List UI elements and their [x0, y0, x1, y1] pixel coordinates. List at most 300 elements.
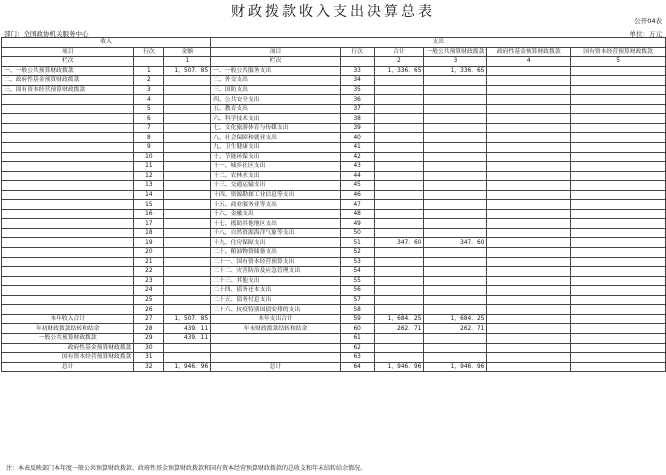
expense-line-cell: 52	[340, 248, 374, 258]
expense-line-cell: 45	[340, 181, 374, 191]
income-item-cell	[2, 143, 134, 153]
income-section-header: 收入	[2, 38, 211, 48]
expense-total-cell	[374, 171, 424, 181]
income-line-cell: 8	[134, 133, 164, 143]
expense-general-cell	[424, 219, 487, 229]
expense-item-cell: 十七、援助其他地区支出	[211, 219, 341, 229]
expense-line-cell: 37	[340, 104, 374, 114]
table-row	[2, 66, 666, 76]
expense-item-cell: 五、教育支出	[211, 104, 341, 114]
expense-line-cell: 63	[340, 353, 374, 363]
expense-fund-cell	[487, 257, 571, 267]
income-amount-cell	[164, 238, 211, 248]
table-row	[2, 143, 666, 153]
expense-general-cell	[424, 162, 487, 172]
income-item-cell	[2, 286, 134, 296]
income-amount-cell	[164, 257, 211, 267]
income-line-cell: 31	[134, 353, 164, 363]
unit-label: 单位：万元	[629, 30, 662, 38]
income-item-cell	[2, 257, 134, 267]
expense-total-cell	[374, 286, 424, 296]
expense-item-cell: 十三、交通运输支出	[211, 181, 341, 191]
income-line-cell: 29	[134, 333, 164, 343]
income-item-cell	[2, 295, 134, 305]
form-number: 公开04表	[634, 17, 662, 25]
expense-fund-cell	[487, 353, 571, 363]
income-amount-cell	[164, 95, 211, 105]
expense-item-cell: 六、科学技术支出	[211, 114, 341, 124]
expense-line-cell: 36	[340, 95, 374, 105]
table-row	[2, 190, 666, 200]
expense-state-cell	[571, 324, 666, 334]
expense-general-cell	[424, 123, 487, 133]
expense-fund-cell	[487, 162, 571, 172]
table-row	[2, 295, 666, 305]
income-line-cell: 24	[134, 286, 164, 296]
expense-general-cell	[424, 95, 487, 105]
expense-total-cell	[374, 295, 424, 305]
expense-total-cell	[374, 200, 424, 210]
income-item-cell: 总计	[2, 362, 134, 372]
income-amount-cell	[164, 248, 211, 258]
table-row	[2, 95, 666, 105]
expense-state-cell	[571, 333, 666, 343]
expense-line-cell: 35	[340, 85, 374, 95]
income-line-cell: 6	[134, 114, 164, 124]
expense-state-cell	[571, 104, 666, 114]
expense-total-cell	[374, 209, 424, 219]
expense-general-cell: 1，684．25	[424, 314, 487, 324]
expense-total-cell	[374, 333, 424, 343]
income-amount-cell	[164, 171, 211, 181]
expense-total-cell	[374, 162, 424, 172]
expense-item-cell: 二十四、债务还本支出	[211, 286, 341, 296]
income-line-cell: 21	[134, 257, 164, 267]
income-line-cell: 10	[134, 152, 164, 162]
expense-state-cell	[571, 133, 666, 143]
expense-line-cell: 64	[340, 362, 374, 372]
budget-table	[1, 37, 666, 372]
income-amount-cell: 1，507．85	[164, 314, 211, 324]
income-line-cell: 18	[134, 228, 164, 238]
income-item-cell	[2, 114, 134, 124]
income-line-cell: 3	[134, 85, 164, 95]
income-item-cell	[2, 133, 134, 143]
expense-total-cell	[374, 343, 424, 353]
income-amount-cell	[164, 295, 211, 305]
expense-line-header: 行次	[340, 47, 374, 57]
table-body	[2, 66, 666, 372]
expense-line-cell: 58	[340, 305, 374, 315]
expense-item-cell: 九、卫生健康支出	[211, 143, 341, 153]
income-amount-cell	[164, 181, 211, 191]
income-amount-cell	[164, 76, 211, 86]
income-item-cell: 政府性基金预算财政拨款	[2, 343, 134, 353]
table-row	[2, 267, 666, 277]
income-amount-cell	[164, 276, 211, 286]
expense-index-state: 5	[571, 57, 666, 67]
expense-general-header: 一般公共预算财政拨款	[424, 47, 487, 57]
income-line-cell: 26	[134, 305, 164, 315]
income-item-cell: 一、一般公共预算财政拨款	[2, 66, 134, 76]
expense-index-general: 3	[424, 57, 487, 67]
expense-fund-cell	[487, 104, 571, 114]
income-amount-cell	[164, 85, 211, 95]
income-index-amount: 1	[164, 57, 211, 67]
table-row	[2, 209, 666, 219]
income-amount-cell: 439．11	[164, 324, 211, 334]
income-line-cell: 2	[134, 76, 164, 86]
income-amount-cell	[164, 190, 211, 200]
expense-fund-cell	[487, 228, 571, 238]
table-row	[2, 76, 666, 86]
expense-general-cell	[424, 143, 487, 153]
expense-total-cell	[374, 248, 424, 258]
expense-state-cell	[571, 171, 666, 181]
income-line-header: 行次	[134, 47, 164, 57]
expense-general-cell	[424, 85, 487, 95]
income-item-cell	[2, 267, 134, 277]
expense-general-cell	[424, 257, 487, 267]
department-label: 部门：全国政协机关服务中心	[4, 30, 89, 38]
income-item-cell	[2, 123, 134, 133]
expense-state-cell	[571, 343, 666, 353]
income-amount-cell: 1，507．85	[164, 66, 211, 76]
expense-item-cell: 四、公共安全支出	[211, 95, 341, 105]
income-item-cell	[2, 181, 134, 191]
expense-total-cell: 347．60	[374, 238, 424, 248]
income-amount-cell	[164, 209, 211, 219]
expense-state-cell	[571, 114, 666, 124]
expense-state-cell	[571, 276, 666, 286]
expense-fund-cell	[487, 95, 571, 105]
income-item-cell: 二、政府性基金预算财政拨款	[2, 76, 134, 86]
income-item-cell	[2, 95, 134, 105]
expense-fund-cell	[487, 276, 571, 286]
expense-item-cell: 年末财政拨款结转和结余	[211, 324, 341, 334]
table-row	[2, 114, 666, 124]
expense-state-cell	[571, 143, 666, 153]
expense-item-cell: 十一、城乡社区支出	[211, 162, 341, 172]
income-amount-cell	[164, 343, 211, 353]
income-item-cell	[2, 276, 134, 286]
income-amount-header: 金额	[164, 47, 211, 57]
income-line-cell: 15	[134, 200, 164, 210]
expense-state-cell	[571, 228, 666, 238]
expense-general-cell	[424, 181, 487, 191]
expense-state-cell	[571, 353, 666, 363]
expense-item-cell: 二十一、国有资本经营预算支出	[211, 257, 341, 267]
income-amount-cell	[164, 162, 211, 172]
income-amount-cell	[164, 267, 211, 277]
expense-fund-cell	[487, 238, 571, 248]
income-item-header: 项目	[2, 47, 134, 57]
expense-section-header: 支出	[211, 38, 666, 48]
column-header-row	[2, 47, 666, 57]
expense-item-cell	[211, 333, 341, 343]
expense-general-cell	[424, 200, 487, 210]
expense-item-cell: 十五、商业服务业等支出	[211, 200, 341, 210]
income-line-cell: 4	[134, 95, 164, 105]
income-amount-cell	[164, 114, 211, 124]
expense-state-cell	[571, 200, 666, 210]
income-item-cell: 三、国有资本经营预算财政拨款	[2, 85, 134, 95]
expense-item-cell: 二十、粮油物资储备支出	[211, 248, 341, 258]
expense-total-cell	[374, 152, 424, 162]
expense-fund-cell	[487, 324, 571, 334]
income-line-cell: 22	[134, 267, 164, 277]
expense-item-cell: 二、外交支出	[211, 76, 341, 86]
expense-general-cell: 1，946．96	[424, 362, 487, 372]
expense-fund-cell	[487, 190, 571, 200]
income-line-cell: 27	[134, 314, 164, 324]
expense-general-cell	[424, 248, 487, 258]
expense-fund-cell	[487, 333, 571, 343]
expense-line-cell: 48	[340, 209, 374, 219]
expense-item-cell: 三、国防支出	[211, 85, 341, 95]
expense-item-cell: 一、一般公共服务支出	[211, 66, 341, 76]
expense-total-cell	[374, 228, 424, 238]
income-line-cell: 7	[134, 123, 164, 133]
expense-item-cell: 二十六、抗疫特别国债安排的支出	[211, 305, 341, 315]
expense-line-cell: 38	[340, 114, 374, 124]
expense-item-cell: 十九、住房保障支出	[211, 238, 341, 248]
income-line-cell: 28	[134, 324, 164, 334]
expense-fund-cell	[487, 248, 571, 258]
income-line-cell: 16	[134, 209, 164, 219]
expense-total-cell	[374, 276, 424, 286]
expense-state-cell	[571, 286, 666, 296]
table-row	[2, 162, 666, 172]
expense-total-cell	[374, 181, 424, 191]
table-row	[2, 343, 666, 353]
expense-state-cell	[571, 209, 666, 219]
expense-state-cell	[571, 305, 666, 315]
expense-line-cell: 44	[340, 171, 374, 181]
expense-state-cell	[571, 162, 666, 172]
expense-state-cell	[571, 257, 666, 267]
expense-fund-cell	[487, 143, 571, 153]
income-amount-cell	[164, 219, 211, 229]
table-row	[2, 362, 666, 372]
income-item-cell	[2, 152, 134, 162]
expense-general-cell	[424, 276, 487, 286]
section-header-row	[2, 38, 666, 48]
table-row	[2, 324, 666, 334]
expense-item-cell: 七、文化旅游体育与传媒支出	[211, 123, 341, 133]
expense-fund-cell	[487, 305, 571, 315]
expense-state-cell	[571, 76, 666, 86]
table-row	[2, 219, 666, 229]
income-amount-cell	[164, 123, 211, 133]
income-amount-cell: 439．11	[164, 333, 211, 343]
income-line-cell: 20	[134, 248, 164, 258]
table-row	[2, 314, 666, 324]
table-row	[2, 286, 666, 296]
income-item-cell: 一般公共预算财政拨款	[2, 333, 134, 343]
expense-item-cell: 十六、金融支出	[211, 209, 341, 219]
expense-total-cell	[374, 353, 424, 363]
expense-total-cell	[374, 267, 424, 277]
expense-state-cell	[571, 314, 666, 324]
income-amount-cell	[164, 228, 211, 238]
income-index-line	[134, 57, 164, 67]
expense-item-cell: 十四、资源勘探工业信息等支出	[211, 190, 341, 200]
expense-state-cell	[571, 95, 666, 105]
income-amount-cell	[164, 286, 211, 296]
report-title: 财政拨款收入支出决算总表	[231, 4, 435, 20]
expense-line-cell: 40	[340, 133, 374, 143]
expense-line-cell: 47	[340, 200, 374, 210]
expense-general-cell	[424, 76, 487, 86]
expense-item-cell: 二十三、其他支出	[211, 276, 341, 286]
income-amount-cell	[164, 133, 211, 143]
expense-general-cell	[424, 267, 487, 277]
income-line-cell: 25	[134, 295, 164, 305]
income-amount-cell	[164, 200, 211, 210]
table-row	[2, 171, 666, 181]
expense-total-cell	[374, 95, 424, 105]
income-item-cell	[2, 209, 134, 219]
expense-fund-cell	[487, 76, 571, 86]
income-amount-cell	[164, 305, 211, 315]
expense-fund-cell	[487, 267, 571, 277]
expense-state-cell	[571, 181, 666, 191]
expense-line-cell: 61	[340, 333, 374, 343]
expense-general-cell	[424, 295, 487, 305]
expense-total-cell	[374, 257, 424, 267]
expense-line-cell: 33	[340, 66, 374, 76]
expense-item-cell: 十二、农林水支出	[211, 171, 341, 181]
table-row	[2, 305, 666, 315]
expense-total-cell	[374, 219, 424, 229]
expense-fund-cell	[487, 209, 571, 219]
expense-fund-cell	[487, 114, 571, 124]
expense-general-cell	[424, 305, 487, 315]
income-amount-cell	[164, 152, 211, 162]
expense-state-cell	[571, 152, 666, 162]
expense-general-cell: 347．60	[424, 238, 487, 248]
income-item-cell	[2, 248, 134, 258]
table-row	[2, 228, 666, 238]
expense-total-cell	[374, 123, 424, 133]
expense-line-cell: 46	[340, 190, 374, 200]
table-row	[2, 104, 666, 114]
expense-fund-cell	[487, 85, 571, 95]
table-row	[2, 238, 666, 248]
income-item-cell: 国有资本经营预算财政拨款	[2, 353, 134, 363]
expense-index-total: 2	[374, 57, 424, 67]
income-item-cell: 本年收入合计	[2, 314, 134, 324]
expense-line-cell: 60	[340, 324, 374, 334]
expense-total-header: 合计	[374, 47, 424, 57]
expense-item-cell: 十八、自然资源海洋气象等支出	[211, 228, 341, 238]
income-line-cell: 17	[134, 219, 164, 229]
expense-state-cell	[571, 238, 666, 248]
expense-fund-cell	[487, 295, 571, 305]
expense-general-cell	[424, 209, 487, 219]
expense-total-cell	[374, 190, 424, 200]
income-line-cell: 1	[134, 66, 164, 76]
income-item-cell	[2, 305, 134, 315]
expense-line-cell: 39	[340, 123, 374, 133]
expense-state-header: 国有资本经营预算财政拨款	[571, 47, 666, 57]
expense-general-cell	[424, 286, 487, 296]
expense-item-cell: 本年支出合计	[211, 314, 341, 324]
income-amount-cell	[164, 353, 211, 363]
income-line-cell: 14	[134, 190, 164, 200]
income-amount-cell	[164, 143, 211, 153]
table-row	[2, 353, 666, 363]
expense-general-cell: 1，336．65	[424, 66, 487, 76]
expense-fund-cell	[487, 171, 571, 181]
expense-line-cell: 54	[340, 267, 374, 277]
income-amount-cell	[164, 104, 211, 114]
table-row	[2, 276, 666, 286]
expense-state-cell	[571, 362, 666, 372]
income-line-cell: 19	[134, 238, 164, 248]
expense-line-cell: 50	[340, 228, 374, 238]
table-row	[2, 248, 666, 258]
expense-item-cell: 八、社会保障和就业支出	[211, 133, 341, 143]
expense-line-cell: 53	[340, 257, 374, 267]
expense-general-cell	[424, 333, 487, 343]
column-index-row	[2, 57, 666, 67]
expense-item-cell: 十、节能环保支出	[211, 152, 341, 162]
expense-fund-cell	[487, 314, 571, 324]
expense-total-cell: 262．71	[374, 324, 424, 334]
income-line-cell: 12	[134, 171, 164, 181]
income-item-cell	[2, 219, 134, 229]
expense-index-fund: 4	[487, 57, 571, 67]
expense-state-cell	[571, 85, 666, 95]
expense-line-cell: 62	[340, 343, 374, 353]
expense-total-cell: 1，684．25	[374, 314, 424, 324]
income-line-cell: 11	[134, 162, 164, 172]
expense-general-cell	[424, 171, 487, 181]
expense-total-cell	[374, 114, 424, 124]
expense-state-cell	[571, 295, 666, 305]
expense-item-cell	[211, 343, 341, 353]
expense-fund-cell	[487, 343, 571, 353]
expense-total-cell: 1，336．65	[374, 66, 424, 76]
expense-total-cell	[374, 143, 424, 153]
expense-item-header: 项目	[211, 47, 341, 57]
expense-line-cell: 51	[340, 238, 374, 248]
table-row	[2, 257, 666, 267]
income-amount-cell: 1，946．96	[164, 362, 211, 372]
expense-fund-cell	[487, 123, 571, 133]
income-item-cell	[2, 190, 134, 200]
expense-fund-cell	[487, 181, 571, 191]
expense-line-cell: 34	[340, 76, 374, 86]
table-row	[2, 333, 666, 343]
income-line-cell: 23	[134, 276, 164, 286]
expense-state-cell	[571, 66, 666, 76]
expense-item-cell	[211, 353, 341, 363]
expense-general-cell	[424, 104, 487, 114]
table-row	[2, 85, 666, 95]
expense-fund-cell	[487, 362, 571, 372]
expense-line-cell: 59	[340, 314, 374, 324]
expense-fund-cell	[487, 66, 571, 76]
expense-line-cell: 49	[340, 219, 374, 229]
expense-fund-cell	[487, 219, 571, 229]
expense-general-cell	[424, 152, 487, 162]
expense-item-cell: 二十五、债务付息支出	[211, 295, 341, 305]
expense-general-cell	[424, 133, 487, 143]
footnote: 注：本表反映部门本年度一般公共预算财政拨款、政府性基金预算财政拨款和国有资本经营预算财政拨款的总收支和年末结转结余情况。	[6, 465, 367, 472]
